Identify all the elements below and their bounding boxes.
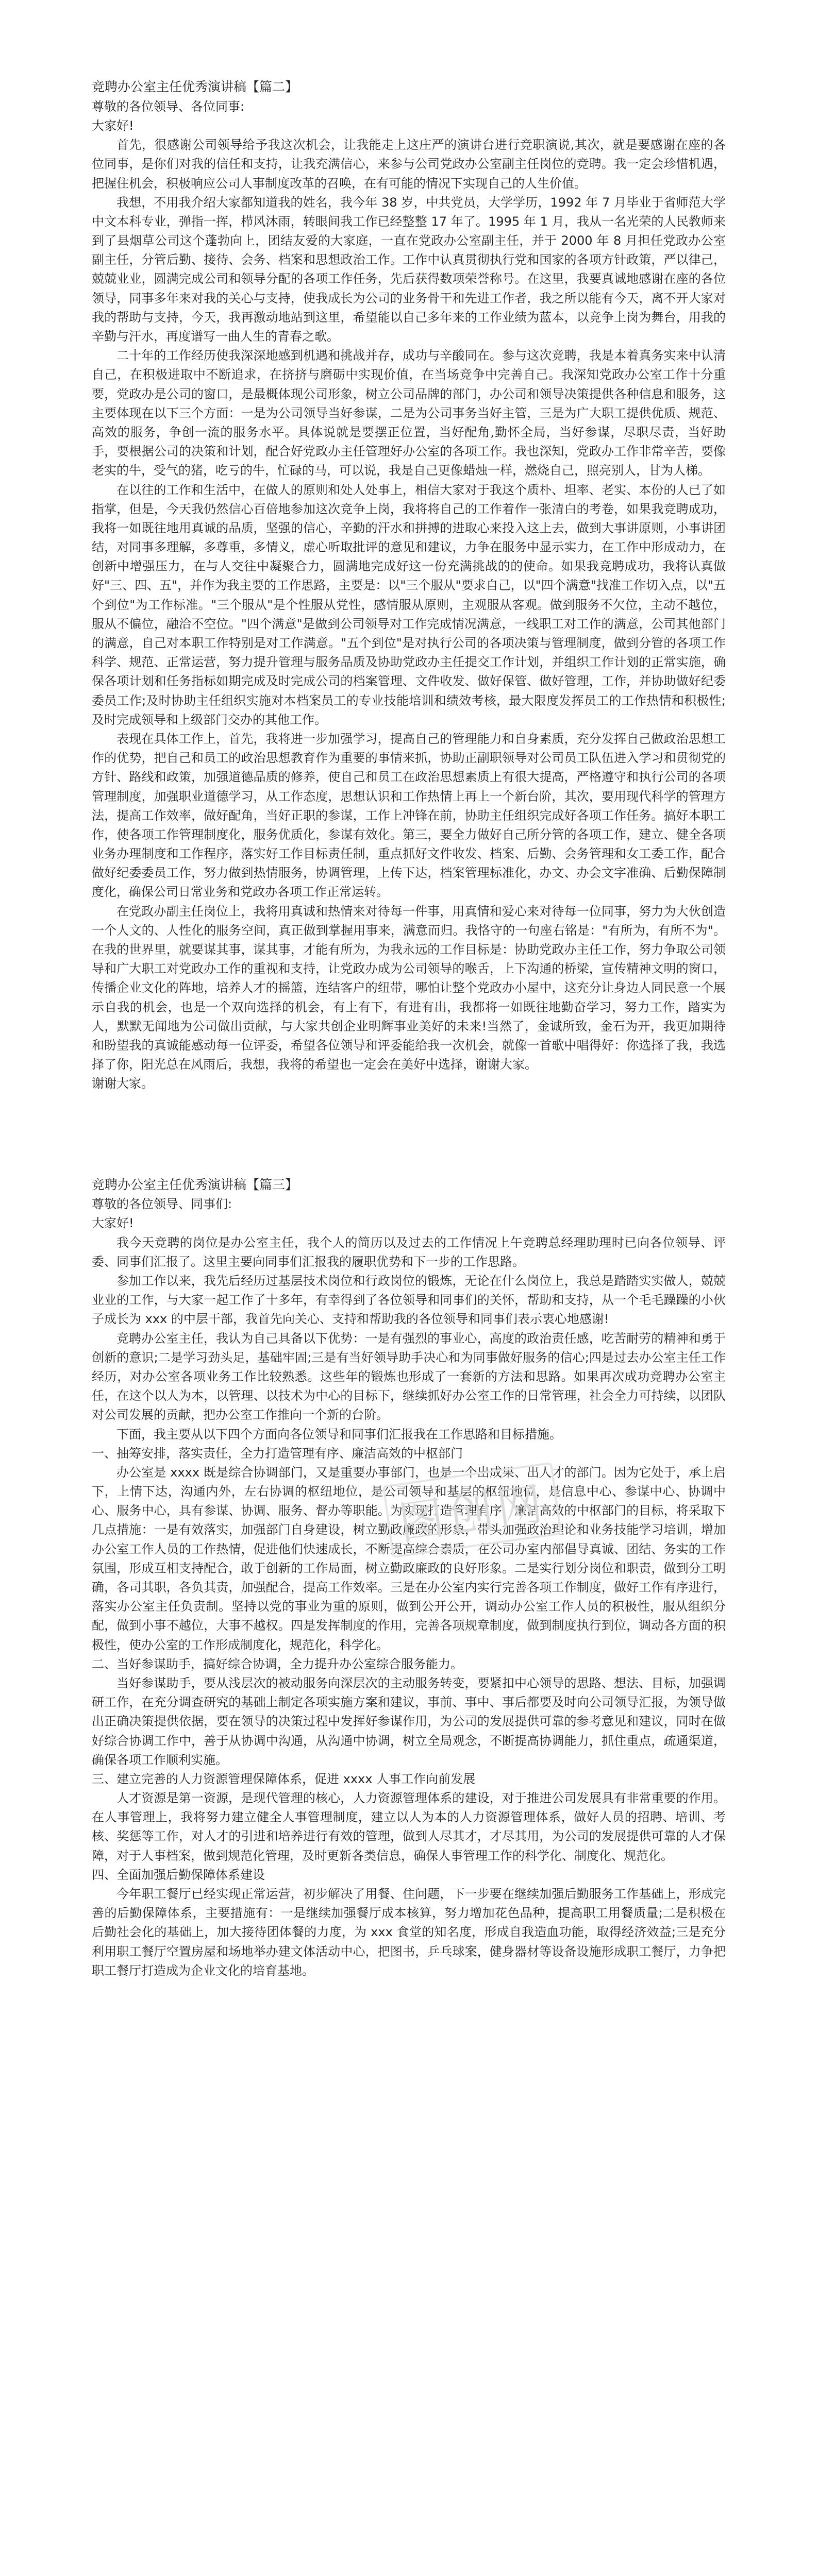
paragraph: 参加工作以来，我先后经历过基层技术岗位和行政岗位的锻炼，无论在什么岗位上，我总是踏踏实实做人，兢兢业业的工作，与大家一起工作了十多年，有幸得到了各位领导和同事们的关怀，帮助和支持，从一个毛毛躁躁的小伙子成长为 xxx 的中层干部，我首先向关心、支持和帮助我的各位领导和同事们表示衷心地感谢!: [92, 1274, 726, 1327]
paragraph: 首先，很感谢公司领导给予我这次机会，让我能走上这庄严的演讲台进行竞职演说,其次，就是要感谢在座的各位同事，是你们对我的信任和支持，让我充满信心，来参与公司党政办公室副主任岗位的竞聘。我一定会珍惜机遇，把握住机会，积极响应公司人事制度改革的召唤，在有可能的情况下实现自己的人生价值。: [92, 138, 726, 191]
paragraph: 当好参谋助手，要从浅层次的被动服务向深层次的主动服务转变，要紧扣中心领导的思路、想法、目标，加强调研工作，在充分调查研究的基础上制定各项实施方案和建议，事前、事中、事后都要及时向公司领导汇报，为领导做出正确决策提供依据，要在领导的决策过程中发挥好参谋作用，为公司的发展提供可靠的参考意见和建议，同时在做好综合协调工作中，善于从协调中沟通，从沟通中协调，树立全局观念，不断提高协调能力，抓住重点，疏通渠道，确保各项工作顺利实施。: [92, 1675, 726, 1767]
paragraph: 二十年的工作经历使我深深地感到机遇和挑战并存，成功与辛酸同在。参与这次竞聘，我是本着真务实来中认清自己，在积极进取中不断追求，在挤挤与磨砺中实现价值，在当场竞争中完善自己。我深知党政办公室工作十分重要，党政办是公司的窗口，是最概体现公司形象，树立公司品牌的部门，办公司和领导决策提供各种信息和服务，这主要体现在以下三个方面：一是为公司领导当好参谋，二是为公司事务当好主管，三是为广大职工提供优质、规范、高效的服务，争创一流的服务水平。具体说就是要摆正位置，当好配角,勤怀全局，当好参谋，尽职尽责，当好助手，要根据公司的决策和计划，配合好党政办主任管理好办公室的各项工作。我也深知，党政办工作非常辛苦，要像老实的牛，受气的猪，吃亏的牛，忙碌的马，可以说，我是自己更像蜡烛一样，燃烧自己，照亮别人，甘为人梯。: [92, 348, 726, 478]
section-heading: 一、抽筹安排，落实责任，全力打造管理有序、廉洁高效的中枢部门: [92, 1446, 463, 1461]
speech-one-salutation: 尊敬的各位领导、各位同事:: [92, 99, 245, 114]
paragraph: 在以往的工作和生活中，在做人的原则和处人处事上，相信大家对于我这个质朴、坦率、老实、本份的人已了如指掌，但是，今天我仍然信心百倍地参加这次竞争上岗，我将将自己的工作着作一张清白的考卷，如果我竞聘成功，我将一如既往地用真诚的品质，坚强的信心，辛勤的汗水和拼搏的进取心来投入这上去，做到大事讲原则，小事讲团结，对同事多理解，多尊重，多情义，虚心听取批评的意见和建议，力争在服务中显示实力，在工作中形成动力，在创新中增强压力，在与人交往中凝聚合力，圆满地完成好这一份充满挑战的的使命。如果我竞聘成功，我将认真做好"三、四、五"，并作为我主要的工作思路，主要是：以"三个服从"要求自己，以"四个满意"找准工作切入点，以"五个到位"为工作标准。"三个服从"是个性服从党性，感情服从原则，主观服从客观。做到服务不欠位，主动不越位，服从不偏位，融洽不空位。"四个满意"是做到公司领导对工作完成情况满意，一线职工对工作的满意，公司其他部门的满意，自己对本职工作特别是对工作满意。"五个到位"是对执行公司的各项决策与管理制度，做到分管的各项工作科学、规范、正常运营，努力提升管理与服务品质及协助党政办主任提交工作计划，并组织工作计划的正常实施，确保各项计划和任务指标如期完成及时完成公司的档案管理、文件收发、做好保管、做好管理，工作，并协助做好纪委委员工作;及时协助主任组织实施对本档案员工的专业技能培训和绩效考核，最大限度发挥员工的工作热情和积极性;及时完成领导和上级部门交办的其他工作。: [92, 482, 726, 727]
paragraph: 我想，不用我介绍大家都知道我的姓名，我今年 38 岁，中共党员，大学学历，1992 年 7 月毕业于省师范大学中文本科专业，弹指一挥，栉风沐雨，转眼间我工作已经整整 17 年了。1995 年 1 月，我从一名光荣的人民教师来到了县烟草公司这个蓬勃向上，团结友爱的大家庭，一直在党政办公室副主任，并于 2000 年 8 月担任党政办公室副主任，分管后勤、接待、会务、档案和思想政治工作。工作中认真贯彻执行党和国家的各项方针政策，严以律己，兢兢业业，圆满完成公司和领导分配的各项工作任务，先后获得数项荣誉称号。在这里，我要真诚地感谢在座的各位领导，同事多年来对我的关心与支持，使我成长为公司的业务骨干和先进工作者，我之所以能有今天，离不开大家对我的帮助与支持，今天，我再激动地站到这里，希望能以自己多年来的工作业绩为蓝本，以竞争上岗为舞台，用我的辛勤与汗水，再度谱写一曲人生的青春之歌。: [92, 195, 726, 344]
paragraph: 今年职工餐厅已经实现正常运营，初步解决了用餐、住问题，下一步要在继续加强后勤服务工作基础上，形成完善的后勤保障体系，主要措施有：一是继续加强餐厅成本核算，努力增加花色品种，提高职工用餐质量;二是积极在后勤社会化的基础上，加大接待团体餐的力度，为 xxx 食堂的知名度，形成自我造血功能，取得经济效益;三是充分利用职工餐厅空置房屋和场地举办建文体活动中心，把图书，乒乓球案，健身器材等设备设施形成职工餐厅，力争把职工餐厅打造成为企业文化的培育基地。: [92, 1887, 726, 1978]
section-gap: [92, 1094, 726, 1175]
speech-one-closing: 谢谢大家。: [92, 1076, 154, 1091]
paragraph: 竞聘办公室主任，我认为自己具备以下优势：一是有强烈的事业心，高度的政治责任感，吃苦耐劳的精神和勇于创新的意识;二是学习劲头足，基础牢固;三是有当好领导助手决心和为同事做好服务的信心;四是过去办公室主任工作经历，对办公室各项业务工作比较熟悉。这些年的锻炼也形成了一套新的方法和思路。如果再次成功竞聘办公室主任，在这个以人为本，以管理、以技术为中心的目标下，继续抓好办公室工作的日常管理，社会全力可持续，以团队对公司发展的贡献，把办公室工作推向一个新的台阶。: [92, 1331, 726, 1422]
section-heading: 二、当好参谋助手，搞好综合协调，全力提升办公室综合服务能力。: [92, 1656, 463, 1671]
speech-one-title: 竞聘办公室主任优秀演讲稿【篇二】: [92, 79, 298, 94]
paragraph: 办公室是 xxxx 既是综合协调部门，又是重要办事部门，也是一个出成果、出人才的部门。因为它处于，承上启下，上情下达，沟通内外，左右协调的枢纽地位，是公司领导和基层的枢纽地位，是信息中心、参谋中心、协调中心、服务中心，具有参谋、协调、服务、督办等职能。为实现打造管理有序、廉洁高效的中枢部门的目标，将采取下几点措施：一是有效落实，加强部门自身建设，树立勤政廉政的形象，带头加强政治理论和业务技能学习培训，增加办公室工作人员的工作热情，促进他们快速成长，不断提高综合素质，在公司办室内部倡导真诚、团结、务实的工作氛围，形成互相支持配合，敢于创新的工作局面，树立勤政廉政的良好形象。二是实行划分岗位和职责，做到分工明确，各司其职，各负其责，加强配合，提高工作效率。三是在办公室内实行完善各项工作制度，做好工作有序进行，落实办公室主任负责制。坚持以党的事业为重的原则，做到公开公开，调动办公室工作人员的积极性，服从组织分配，做到小事不越位，大事不越权。四是发挥制度的作用，完善各项规章制度，做到制度执行到位，调动各方面的积极性，使办公室的工作形成制度化，规范化，科学化。: [92, 1465, 726, 1652]
document-body: [92, 77, 726, 1980]
speech-two-salutation: 尊敬的各位领导、同事们:: [92, 1197, 232, 1212]
paragraph: 表现在具体工作上，首先，我将进一步加强学习，提高自己的管理能力和自身素质，充分发挥自己做政治思想工作的优势，把自己和员工的政治思想教育作为重要的事情来抓，协助正副职领导对公司员工队伍进入学习和贯彻党的方针、路线和政策，加强道德品质的修养，使自己和员工在政治思想素质上有很大提高，严格遵守和执行公司的各项管理制度，加强职业道德学习，从工作态度，思想认识和工作热情上再上一个新台阶，其次，要用现代科学的管理方法，提高工作效率，做好配角，当好正职的参谋，工作上冲锋在前，协助主任组织完成好各项工作任务。搞好本职工作，使各项工作管理制度化，服务优质化，参谋有效化。第三，要全力做好自己所分管的各项工作，建立、健全各项业务办理制度和工作程序，落实好工作目标责任制，重点抓好文件收发、档案、后勤、会务管理和女工委工作，配合做好纪委委员工作，努力做到热情服务，协调管理，上传下达，档案管理标准化，办文、办会文字准确、后勤保障制度化，确保公司日常业务和党政办各项工作正常运转。: [92, 731, 726, 900]
paragraph: 下面，我主要从以下四个方面向各位领导和同事们汇报我在工作思路和目标措施。: [116, 1427, 562, 1442]
speech-two-greeting: 大家好!: [92, 1216, 134, 1231]
paragraph: 人才资源是第一资源，是现代管理的核心，人力资源管理体系的建设，对于推进公司发展具有非常重要的作用。在人事管理上，我将努力建立健全人事管理制度，建立以人为本的人力资源管理体系，做好人员的招聘、培训、考核、奖惩等工作，对人才的引进和培养进行有效的管理，做到人尽其才，才尽其用，为公司的发展提供可靠的人才保障，对于人事档案，做到规范化管理，及时更新各类信息，确保人事管理工作的科学化、制度化、规范化。: [92, 1791, 726, 1863]
speech-two-title: 竞聘办公室主任优秀演讲稿【篇三】: [92, 1177, 298, 1192]
paragraph: 在党政办副主任岗位上，我将用真诚和热情来对待每一件事，用真情和爱心来对待每一位同事，努力为大伙创造一个人文的、人性化的服务空间，真正做到掌握用事来，满意而归。我恪守的一句座右铭是："有所为，有所不为"。在我的世界里，就要谋其事，谋其事，才能有所为，为我永远的工作目标是：协助党政办主任工作，努力争取公司领导和广大职工对党政办工作的重视和支持，让党政办成为公司领导的喉舌，上下沟通的桥梁，宣传精神文明的窗口，传播企业文化的阵地，培养人才的摇篮，连结客户的纽带，哪怕让整个党政办小屋中，这充分让身边人同民意一个展示自我的机会，也是一个双向选择的机会，有上有下，有进有出，我都将一如既往地勤奋学习，努力工作，踏实为人，默默无闻地为公司做出贡献，与大家共创企业明辉事业美好的未来!当然了，金诚所致，金石为开，我更加期待和盼望我的真诚能感动每一位评委，希望各位领导和评委能给我一次机会，就像一首歌中唱得好：你选择了我，我选择了你，阳光总在风雨后，我想，我将的希望也一定会在美好中选择，谢谢大家。: [92, 904, 726, 1072]
speech-one-greeting: 大家好!: [92, 118, 134, 133]
section-heading: 四、全面加强后勤保障体系建设: [92, 1867, 265, 1882]
speech-one: [92, 77, 726, 1094]
watermark-logo: 图创网: [382, 1462, 562, 1558]
section-heading: 三、建立完善的人力资源管理保障体系，促进 xxxx 人事工作向前发展: [92, 1771, 476, 1786]
paragraph: 我今天竞聘的岗位是办公室主任，我个人的简历以及过去的工作情况上午竞聘总经理助理时已向各位领导、评委、同事们汇报了。这里主要向同事们汇报我的履职优势和下一步的工作思路。: [92, 1235, 726, 1269]
speech-two: [92, 1175, 726, 1980]
